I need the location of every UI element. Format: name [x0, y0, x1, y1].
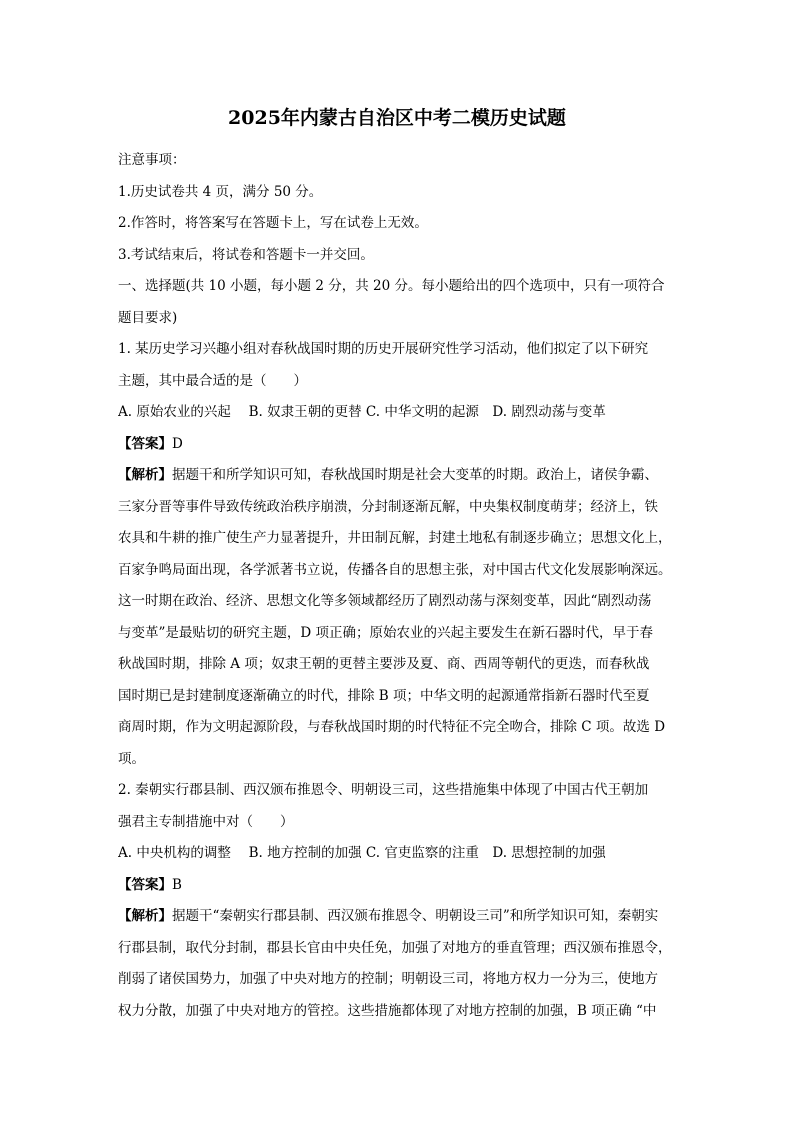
answer-label: 【答案】 [118, 435, 172, 452]
analysis-line: 秋战国时期，排除 A 项；奴隶王朝的更替主要涉及夏、商、西周等朝代的更迭，而春秋战 [118, 656, 650, 672]
section-heading: 一、选择题(共 10 小题，每小题 2 分，共 20 分。每小题给出的四个选项中，只有一项符合 [118, 278, 665, 294]
analysis-line: 三家分晋等事件导致传统政治秩序崩溃，分封制逐渐瓦解，中央集权制度萌芽；经济上，铁 [118, 498, 658, 515]
notice-item: 1.历史试卷共 4 页，满分 50 分。 [118, 183, 323, 200]
analysis-line: 这一时期在政治、经济、思想文化等多领域都经历了剧烈动荡与深刻变革，因此“剧烈动荡 [118, 593, 652, 609]
section-heading: 题目要求) [118, 309, 178, 326]
analysis-text: 据题干和所学知识可知，春秋战国时期是社会大变革的时期。政治上，诸侯争霸、 [172, 467, 658, 483]
answer-label: 【答案】 [118, 876, 172, 893]
question-stem: 强君主专制措施中对（ ） [118, 813, 294, 830]
page-title: 2025年内蒙古自治区中考二模历史试题 [228, 107, 566, 129]
answer-value: B [172, 876, 182, 893]
analysis-line: 农具和牛耕的推广使生产力显著提升，井田制瓦解，封建土地私有制逐步确立；思想文化上， [118, 530, 672, 546]
notice-item: 2.作答时，将答案写在答题卡上，写在试卷上无效。 [118, 215, 428, 231]
answer-line [118, 870, 684, 902]
analysis-line: 与变革”是最贴切的研究主题，D 项正确；原始农业的兴起主要发生在新石器时代，早于春 [118, 624, 654, 641]
answer-line [118, 429, 684, 461]
notice-heading: 注意事项： [118, 152, 186, 168]
analysis-line: 百家争鸣局面出现，各学派著书立说，传播各自的思想主张，对中国古代文化发展影响深远。 [118, 561, 672, 578]
answer-value: D [172, 435, 183, 452]
analysis-line: 权力分散，加强了中央对地方的管控。这些措施都体现了对地方控制的加强，B 项正确 “中 [118, 1002, 657, 1019]
question-options: A. 原始农业的兴起 B. 奴隶王朝的更替 C. 中华文明的起源 D. 剧烈动荡与变革 [118, 404, 606, 420]
notice-item: 3.考试结束后，将试卷和答题卡一并交回。 [118, 246, 374, 263]
analysis-line: 削弱了诸侯国势力，加强了中央对地方的控制；明朝设三司，将地方权力一分为三，使地方 [118, 971, 658, 987]
analysis-label: 【解析】 [118, 467, 172, 483]
analysis-line [118, 460, 684, 492]
analysis-label: 【解析】 [118, 908, 172, 924]
question-options: A. 中央机构的调整 B. 地方控制的加强 C. 官吏监察的注重 D. 思想控制的加强 [118, 845, 606, 861]
analysis-line: 国时期已是封建制度逐渐确立的时代，排除 B 项；中华文明的起源通常指新石器时代至夏 [118, 687, 650, 704]
document-body [118, 145, 684, 1027]
question-stem: 2. 秦朝实行郡县制、西汉颁布推恩令、明朝设三司，这些措施集中体现了中国古代王朝加 [118, 782, 649, 798]
analysis-line: 项。 [118, 750, 145, 767]
question-stem: 1. 某历史学习兴趣小组对春秋战国时期的历史开展研究性学习活动，他们拟定了以下研究 [118, 341, 649, 357]
analysis-line: 商周时期，作为文明起源阶段，与春秋战国时期的时代特征不完全吻合，排除 C 项。故选 D [118, 719, 666, 735]
analysis-line: 行郡县制，取代分封制，郡县长官由中央任免，加强了对地方的垂直管理；西汉颁布推恩令， [118, 939, 672, 956]
question-stem: 主题，其中最合适的是（ ） [118, 372, 307, 389]
analysis-text: 据题干“秦朝实行郡县制、西汉颁布推恩令、明朝设三司”和所学知识可知，秦朝实 [172, 908, 659, 924]
analysis-line [118, 901, 684, 933]
